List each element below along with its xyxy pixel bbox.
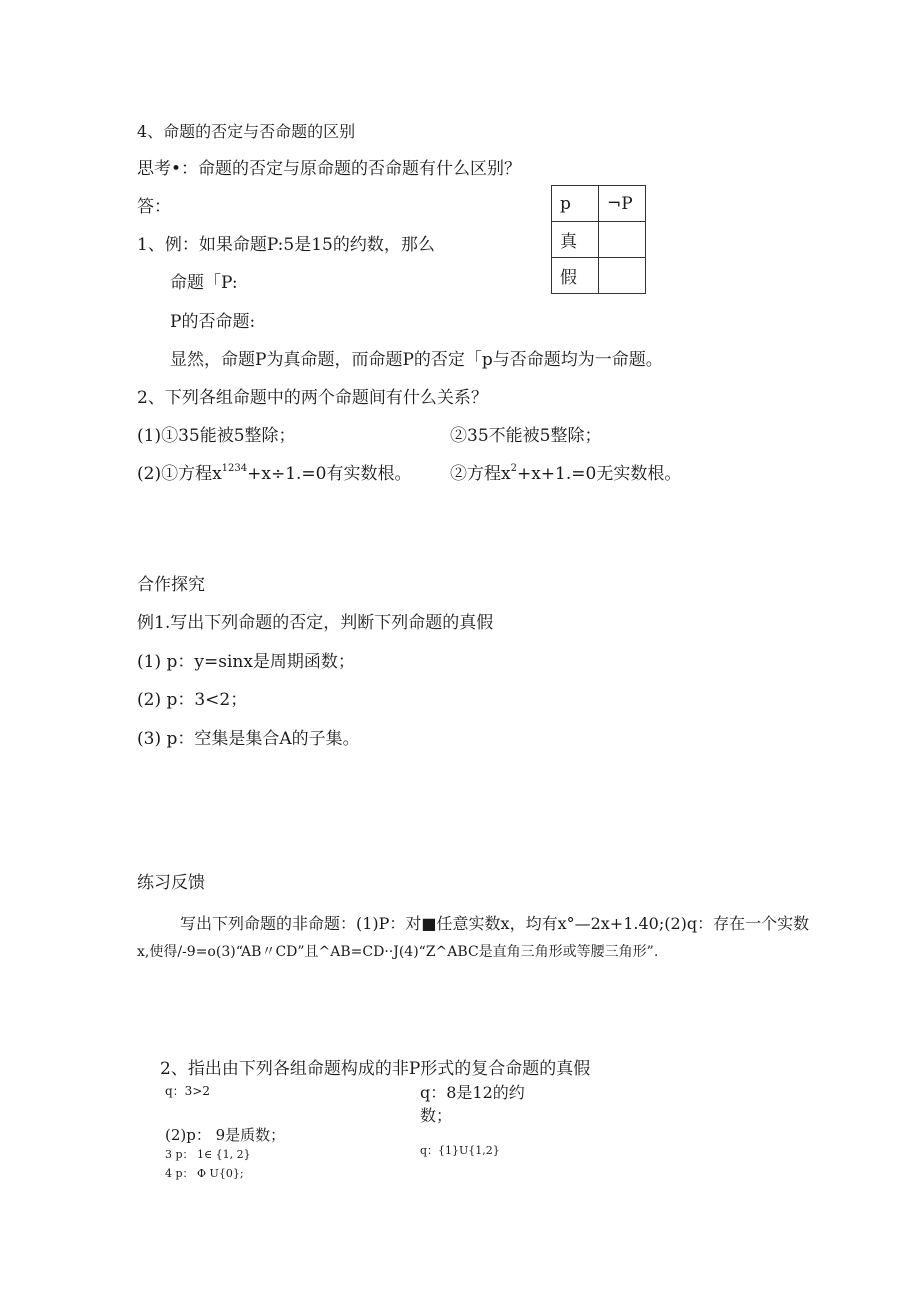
- table-cell: 真: [552, 222, 599, 258]
- table-header-not-p: ¬P: [599, 186, 646, 222]
- group-2b-sup: 2: [510, 463, 517, 475]
- table-row: [552, 258, 646, 294]
- coop-item-2: (2) p：3<2；: [137, 690, 248, 710]
- q-b-line-1: q：8是12的约: [420, 1083, 525, 1102]
- practice-paragraph-line-1: 写出下列命题的非命题：(1)P：对■任意实数x，均有x°—2x+1.40;(2)q：存在一个实数: [180, 914, 810, 933]
- group-2b-pre: ②方程x: [450, 464, 511, 484]
- table-cell: [599, 222, 646, 258]
- group-2a-post: +x÷1.=0有实数根。: [247, 464, 412, 484]
- table-header-p: p: [552, 186, 599, 222]
- truth-table: [551, 185, 646, 294]
- coop-example-1: 例1.写出下列命题的否定，判断下列命题的真假: [137, 613, 494, 633]
- p-2: (2)p： 9是质数；: [165, 1126, 286, 1144]
- q-3: q：{1}U{1,2}: [420, 1144, 500, 1157]
- practice-question-2: 2、指出由下列各组命题构成的非P形式的复合命题的真假: [160, 1059, 591, 1079]
- table-cell: 假: [552, 258, 599, 294]
- neg-p-line: 命题「P:: [170, 273, 238, 293]
- q-a: q：3>2: [165, 1084, 211, 1098]
- group-2a: [137, 464, 411, 484]
- table-row: [552, 186, 646, 222]
- p-3: 3 p： 1∈ {1, 2}: [165, 1148, 251, 1161]
- table-row: [552, 222, 646, 258]
- practice-paragraph-line-2: x,使得/-9=o(3)“AB〃CD”且^AB=CD··J(4)“Z^ABC是直角三角形或等腰三角形”.: [137, 944, 659, 960]
- q-b-line-2: 数；: [420, 1106, 453, 1125]
- obviously-line: 显然，命题P为真命题，而命题P的否定「p与否命题均为一命题。: [170, 350, 663, 370]
- section-4-title: 4、命题的否定与否命题的区别: [137, 122, 356, 141]
- group-1b: ②35不能被5整除；: [450, 426, 602, 446]
- coop-item-3: (3) p：空集是集合A的子集。: [137, 729, 360, 749]
- practice-title: 练习反馈: [137, 873, 205, 893]
- group-2a-sup: 1234: [221, 463, 248, 475]
- group-2b-post: +x+1.=0无实数根。: [516, 464, 682, 484]
- question-2: 2、下列各组命题中的两个命题间有什么关系？: [137, 388, 488, 408]
- group-2b: [450, 464, 681, 484]
- group-2a-pre: (2)①方程x: [137, 464, 222, 484]
- table-cell: [599, 258, 646, 294]
- answer-label: 答：: [137, 197, 171, 217]
- example-1: 1、例：如果命题P:5是15的约数，那么: [137, 235, 435, 255]
- p-4: 4 p： Φ U{0};: [165, 1167, 244, 1180]
- coop-item-1: (1) p：y=sinx是周期函数；: [137, 652, 355, 672]
- think-question: 思考•：命题的否定与原命题的否命题有什么区别？: [137, 159, 522, 179]
- p-neg-prop-line: P的否命题:: [170, 312, 256, 332]
- group-1a: (1)①35能被5整除；: [137, 426, 296, 446]
- coop-title: 合作探究: [137, 575, 205, 595]
